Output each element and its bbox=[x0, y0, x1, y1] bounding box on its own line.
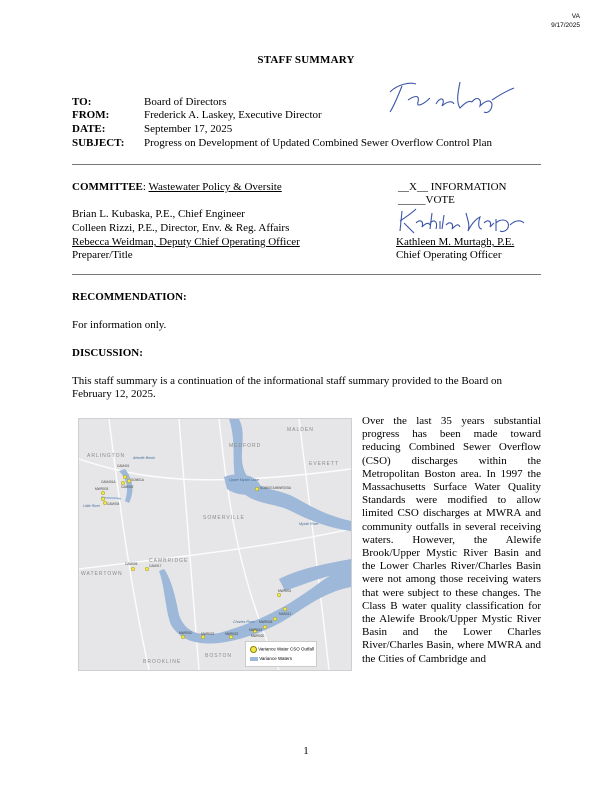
town-everett: EVERETT bbox=[309, 461, 340, 467]
date-label: DATE: bbox=[72, 123, 106, 135]
outfall-label-som007a-mwr205a: SOM007A/MWR205A bbox=[260, 486, 292, 490]
subject-value: Progress on Development of Updated Combined Sewer Overflow Control Plan bbox=[144, 137, 492, 149]
committee-value: Wastewater Policy & Oversite bbox=[148, 181, 282, 193]
discussion-column: Over the last 35 years substantial progress has been made toward reducing Combined Sewer Overflow (CSO) discharges within the Metropolitan Boston area. In 1997 the Massachusetts Surface Water Quality Standards were modified to allow limited CSO discharges at MWRA and community outfalls in several receiving waters. However, the Alewife Brook/Upper Mystic River Basin and the Lower Charles River/Charles Basin were not among those receiving waters that were subject to these changes. The Class B water quality classification for the Alewife Brook/Upper Mystic River Basin and the Lower Charles River/Charles Basin, where MWRA and the Cities of Cambridge and bbox=[362, 415, 541, 665]
staff-2: Colleen Rizzi, P.E., Director, Env. & Reg. Affairs bbox=[72, 222, 290, 234]
recommendation-heading: RECOMMENDATION: bbox=[72, 291, 187, 303]
page-title: STAFF SUMMARY bbox=[257, 54, 355, 66]
outfall-label-mwr018: MWR018 bbox=[259, 620, 273, 624]
outfall-label-cam004: CAM004 bbox=[107, 502, 120, 506]
legend-waters-label: Variance Waters bbox=[259, 656, 293, 661]
town-somerville: SOMERVILLE bbox=[203, 515, 245, 521]
coo-name: Kathleen M. Murtagh, P.E. bbox=[396, 236, 515, 248]
legend-outfall bbox=[250, 646, 316, 653]
water-little-river: Little River bbox=[83, 504, 100, 508]
committee-colon: : bbox=[142, 181, 146, 193]
outfall-label-cam401a: CAM401A bbox=[101, 480, 116, 484]
vote-label: VOTE bbox=[425, 194, 455, 206]
outfall-label-mwr003: MWR003 bbox=[95, 487, 109, 491]
outfall-label-mwr023: MWR023 bbox=[201, 632, 215, 636]
outfall-label-mas011: MAS011 bbox=[279, 612, 291, 616]
vote-mark: _____ bbox=[398, 194, 426, 206]
outfall-mwr010 bbox=[181, 635, 185, 639]
water-mystic-river: Mystic River bbox=[299, 522, 319, 526]
outfall-label-cam002: CAM002 bbox=[121, 485, 134, 489]
legend-outfall-icon bbox=[250, 646, 257, 653]
information-label: INFORMATION bbox=[430, 181, 507, 193]
outfall-mwr201 bbox=[277, 593, 281, 597]
corner-date: 9/17/2025 bbox=[551, 22, 580, 29]
outfall-label-mwr010: MWR010 bbox=[179, 631, 193, 635]
staff-1: Brian L. Kubaska, P.E., Chief Engineer bbox=[72, 208, 245, 220]
divider bbox=[72, 274, 541, 275]
staff-3: Rebecca Weidman, Deputy Chief Operating Officer bbox=[72, 236, 300, 248]
town-watertown: WATERTOWN bbox=[81, 571, 123, 577]
information-mark: __X__ bbox=[398, 181, 428, 193]
outfall-som007a-mwr205a bbox=[255, 487, 259, 491]
subject-label: SUBJECT: bbox=[72, 137, 125, 149]
map-svg bbox=[79, 419, 351, 670]
committee-line bbox=[72, 181, 282, 193]
outfall-mwr018 bbox=[273, 617, 277, 621]
coo-title: Chief Operating Officer bbox=[396, 249, 502, 261]
from-value: Frederick A. Laskey, Executive Director bbox=[144, 109, 322, 121]
outfall-cam002 bbox=[101, 497, 105, 501]
outfall-label-mwr022: MWR022 bbox=[225, 632, 239, 636]
information-checkbox bbox=[398, 181, 506, 193]
to-label: TO: bbox=[72, 96, 92, 108]
coo-signature bbox=[396, 205, 526, 239]
outfall-label-cam005: CAM005 bbox=[125, 562, 138, 566]
outfall-cam005 bbox=[131, 567, 135, 571]
mystic-river-shape bbox=[229, 419, 351, 531]
cso-map bbox=[78, 418, 352, 671]
outfall-label-mwr020: MWR020 bbox=[251, 634, 265, 638]
water-charles-river: Charles River bbox=[233, 620, 255, 624]
outfall-label-cam017: CAM017 bbox=[149, 564, 162, 568]
map-legend bbox=[245, 641, 317, 667]
water-upper-mystic-lake: Upper Mystic Lake bbox=[229, 478, 259, 482]
outfall-label-mwr201: MWR201 bbox=[278, 589, 292, 593]
discussion-intro: This staff summary is a continuation of the informational staff summary provided to the Board on February 12, 2025. bbox=[72, 375, 503, 401]
to-value: Board of Directors bbox=[144, 96, 227, 108]
legend-outfall-label: Variance Water CSO Outfall bbox=[258, 646, 315, 652]
town-medford: MEDFORD bbox=[229, 443, 262, 449]
committee-label: COMMITTEE bbox=[72, 181, 143, 193]
discussion-heading: DISCUSSION: bbox=[72, 347, 143, 359]
outfall-label-mwr019: MWR019 bbox=[249, 628, 263, 632]
town-malden: MALDEN bbox=[287, 427, 314, 433]
corner-code: VA bbox=[571, 13, 580, 20]
town-boston: BOSTON bbox=[205, 653, 233, 659]
outfall-label-cam401: CAM401 bbox=[117, 464, 130, 468]
town-cambridge: CAMBRIDGE bbox=[149, 558, 189, 564]
outfall-label-som01a: SOM01A bbox=[131, 478, 144, 482]
outfall-cam401 bbox=[123, 475, 127, 479]
recommendation-text: For information only. bbox=[72, 319, 167, 331]
legend-waters bbox=[250, 656, 316, 661]
document-code bbox=[551, 12, 580, 30]
outfall-mas011 bbox=[283, 607, 287, 611]
outfall-mwr019 bbox=[263, 625, 267, 629]
from-label: FROM: bbox=[72, 109, 110, 121]
executive-signature bbox=[380, 74, 520, 116]
divider bbox=[72, 164, 541, 165]
page-number: 1 bbox=[303, 745, 309, 757]
date-value: September 17, 2025 bbox=[144, 123, 233, 135]
legend-waters-icon bbox=[250, 657, 258, 661]
town-brookline: BROOKLINE bbox=[143, 659, 182, 665]
preparer-label: Preparer/Title bbox=[72, 249, 133, 261]
town-arlington: ARLINGTON bbox=[87, 453, 126, 459]
outfall-mwr003 bbox=[101, 491, 105, 495]
water-alewife-brook: Alewife Brook bbox=[133, 456, 155, 460]
